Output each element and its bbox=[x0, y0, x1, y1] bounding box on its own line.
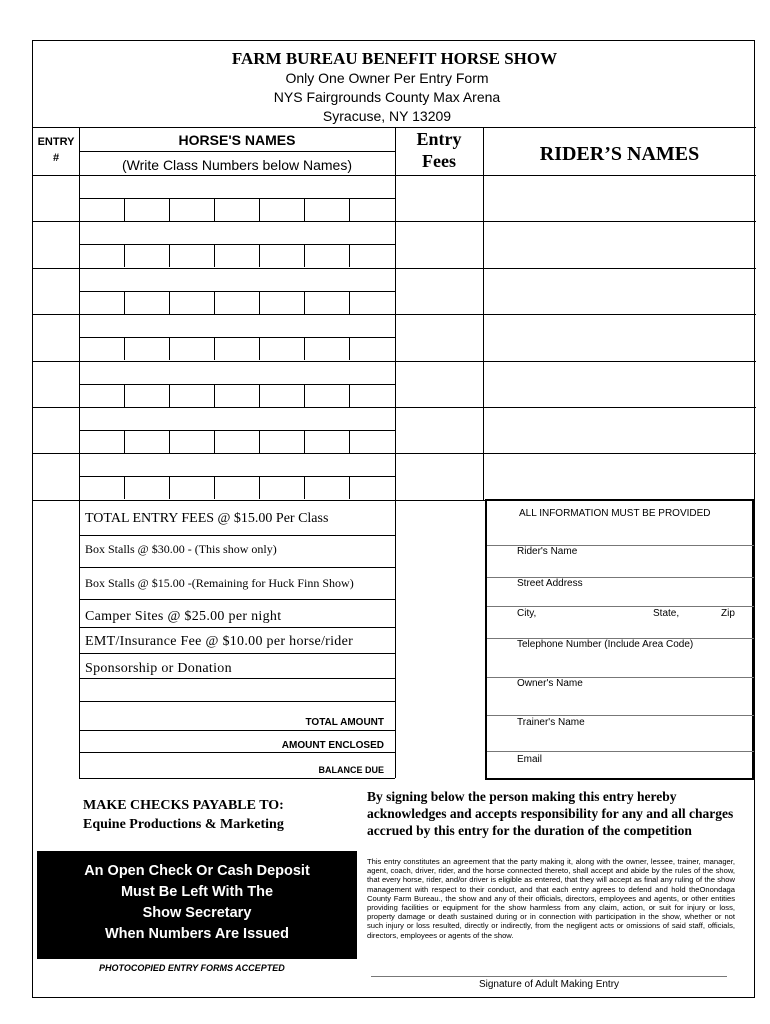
email-field[interactable]: Email bbox=[517, 754, 543, 765]
class-number-cell[interactable] bbox=[304, 244, 305, 267]
info-heading: ALL INFORMATION MUST BE PROVIDED bbox=[519, 508, 711, 519]
horse-name-field[interactable] bbox=[79, 291, 395, 292]
fees-rule bbox=[79, 653, 395, 654]
class-number-cell[interactable] bbox=[124, 430, 125, 453]
deposit-line-3: Show Secretary bbox=[142, 905, 252, 921]
class-number-cell[interactable] bbox=[124, 384, 125, 407]
class-number-cell[interactable] bbox=[214, 476, 215, 499]
fees-rule bbox=[79, 678, 395, 679]
class-number-cell[interactable] bbox=[349, 337, 350, 360]
horse-name-field[interactable] bbox=[79, 384, 395, 385]
horse-name-field[interactable] bbox=[79, 198, 395, 199]
entry-fees-header-2: Fees bbox=[422, 151, 456, 171]
fees-rule bbox=[79, 599, 395, 600]
emt-fee-label: EMT/Insurance Fee @ $10.00 per horse/rider bbox=[85, 634, 354, 649]
box-stalls-30-label: Box Stalls @ $30.00 - (This show only) bbox=[85, 542, 277, 556]
class-number-cell[interactable] bbox=[124, 476, 125, 499]
deposit-notice bbox=[37, 851, 357, 959]
city-line: Syracuse, NY 13209 bbox=[322, 108, 452, 124]
class-number-cell[interactable] bbox=[349, 430, 350, 453]
class-number-cell[interactable] bbox=[259, 198, 260, 221]
class-number-cell[interactable] bbox=[259, 430, 260, 453]
class-number-cell[interactable] bbox=[124, 198, 125, 221]
owners-name-field[interactable]: Owner's Name bbox=[517, 678, 583, 689]
agreement-statement: By signing below the person making this entry hereby acknowledges and accepts responsibility for any and all charges accrued by this entry for the duration of the competition bbox=[367, 789, 734, 838]
fees-right-border bbox=[395, 500, 396, 778]
horse-header-rule bbox=[79, 151, 395, 152]
fees-rule bbox=[79, 752, 395, 753]
fees-rule bbox=[79, 627, 395, 628]
class-number-cell[interactable] bbox=[169, 198, 170, 221]
total-amount-label: TOTAL AMOUNT bbox=[305, 717, 384, 728]
class-number-cell[interactable] bbox=[124, 337, 125, 360]
camper-sites-label: Camper Sites @ $25.00 per night bbox=[85, 609, 282, 624]
class-number-cell[interactable] bbox=[304, 476, 305, 499]
class-number-cell[interactable] bbox=[214, 198, 215, 221]
deposit-line-1: An Open Check Or Cash Deposit bbox=[84, 863, 310, 879]
class-number-cell[interactable] bbox=[169, 337, 170, 360]
horse-name-field[interactable] bbox=[79, 337, 395, 338]
entry-row-divider bbox=[33, 361, 756, 362]
horse-name-field[interactable] bbox=[79, 476, 395, 477]
deposit-line-4: When Numbers Are Issued bbox=[105, 926, 289, 942]
class-number-cell[interactable] bbox=[349, 198, 350, 221]
class-number-cell[interactable] bbox=[169, 476, 170, 499]
payee-name: Equine Productions & Marketing bbox=[83, 817, 284, 832]
entry-row-divider bbox=[33, 453, 756, 454]
city-field[interactable]: City, bbox=[517, 608, 537, 619]
class-number-cell[interactable] bbox=[259, 337, 260, 360]
entry-row-divider bbox=[33, 314, 756, 315]
fees-rule bbox=[79, 567, 395, 568]
deposit-line-2: Must Be Left With The bbox=[120, 884, 274, 900]
class-number-cell[interactable] bbox=[304, 337, 305, 360]
street-address-field[interactable]: Street Address bbox=[517, 578, 583, 589]
box-stalls-15-label: Box Stalls @ $15.00 -(Remaining for Huck Finn Show) bbox=[85, 576, 354, 590]
entry-grid-bottom bbox=[33, 500, 485, 501]
entry-form bbox=[32, 40, 755, 998]
class-number-cell[interactable] bbox=[169, 244, 170, 267]
info-rule bbox=[487, 715, 754, 716]
venue: NYS Fairgrounds County Max Arena bbox=[273, 89, 501, 105]
horse-names-header: HORSE'S NAMES bbox=[178, 132, 296, 148]
telephone-field[interactable]: Telephone Number (Include Area Code) bbox=[517, 639, 694, 650]
entry-hash-header: # bbox=[52, 152, 60, 164]
fees-rule bbox=[79, 778, 395, 779]
photocopy-note: PHOTOCOPIED ENTRY FORMS ACCEPTED bbox=[99, 963, 285, 973]
class-number-cell[interactable] bbox=[214, 384, 215, 407]
zip-field[interactable]: Zip bbox=[721, 608, 735, 619]
form-title: FARM BUREAU BENEFIT HORSE SHOW bbox=[231, 49, 558, 68]
class-number-cell[interactable] bbox=[259, 244, 260, 267]
horse-name-field[interactable] bbox=[79, 430, 395, 431]
horse-names-note: (Write Class Numbers below Names) bbox=[121, 157, 352, 173]
class-number-cell[interactable] bbox=[169, 384, 170, 407]
class-number-cell[interactable] bbox=[124, 291, 125, 314]
form-subtitle: Only One Owner Per Entry Form bbox=[285, 70, 489, 86]
class-number-cell[interactable] bbox=[349, 384, 350, 407]
fees-rule bbox=[79, 730, 395, 731]
horse-name-field[interactable] bbox=[79, 244, 395, 245]
agreement-terms: This entry constitutes an agreement that the party making it, along with the owner, lessee, trainer, manager, agent, coach, driver, rider, and the horse connected thereto, shall accept and abide by the rules of the show, that every horse, rider, and/or driver is eligible as entered, that they will accept as final any ruling of the show management with respect to their conduct, and that each entry agrees to defend and hold theOnondaga County Farm Bureau., the show and any of their officials, directors, employees and agents, or other entities providing facilities or equipment for the show harmless from any claim, action, or suit for injury or loss, property damage or death sustained during or in connection with participation in the show, whether or not such injury or loss resulted, directly or indirectly, from the negligent acts or omissions of said staff, officials, directors, employees or agents of the show. bbox=[367, 857, 735, 940]
balance-due-label: BALANCE DUE bbox=[318, 765, 384, 775]
amount-enclosed-label: AMOUNT ENCLOSED bbox=[281, 740, 384, 751]
class-number-cell[interactable] bbox=[349, 476, 350, 499]
class-number-cell[interactable] bbox=[259, 476, 260, 499]
info-rule bbox=[487, 751, 754, 752]
entry-fees-header: Entry bbox=[416, 129, 462, 149]
fees-rule bbox=[79, 701, 395, 702]
class-number-cell[interactable] bbox=[259, 291, 260, 314]
class-number-cell[interactable] bbox=[259, 384, 260, 407]
class-number-cell[interactable] bbox=[169, 291, 170, 314]
entry-header: ENTRY bbox=[37, 136, 75, 148]
class-number-cell[interactable] bbox=[304, 430, 305, 453]
fees-rule bbox=[79, 535, 395, 536]
class-number-cell[interactable] bbox=[349, 244, 350, 267]
fees-left-border bbox=[79, 500, 80, 778]
class-number-cell[interactable] bbox=[304, 384, 305, 407]
signature-line[interactable] bbox=[371, 976, 727, 977]
trainers-name-field[interactable]: Trainer's Name bbox=[517, 717, 585, 728]
class-number-cell[interactable] bbox=[214, 430, 215, 453]
class-number-cell[interactable] bbox=[214, 244, 215, 267]
info-rule bbox=[487, 606, 754, 607]
total-entry-fees-label: TOTAL ENTRY FEES @ $15.00 Per Class bbox=[85, 511, 329, 526]
class-number-cell[interactable] bbox=[214, 337, 215, 360]
signature-label: Signature of Adult Making Entry bbox=[478, 979, 620, 990]
payable-to-label: MAKE CHECKS PAYABLE TO: bbox=[83, 798, 284, 813]
sponsorship-label: Sponsorship or Donation bbox=[85, 661, 232, 676]
entry-row-divider bbox=[33, 407, 756, 408]
class-number-cell[interactable] bbox=[214, 291, 215, 314]
class-number-cell[interactable] bbox=[349, 291, 350, 314]
entry-row-divider bbox=[33, 221, 756, 222]
riders-name-field[interactable]: Rider's Name bbox=[517, 546, 578, 557]
rider-info-box bbox=[485, 499, 754, 780]
class-number-cell[interactable] bbox=[304, 198, 305, 221]
state-field[interactable]: State, bbox=[653, 608, 680, 619]
class-number-cell[interactable] bbox=[169, 430, 170, 453]
class-number-cell[interactable] bbox=[124, 244, 125, 267]
class-number-cell[interactable] bbox=[304, 291, 305, 314]
entry-row-divider bbox=[33, 268, 756, 269]
riders-names-header: RIDER’S NAMES bbox=[539, 143, 700, 165]
